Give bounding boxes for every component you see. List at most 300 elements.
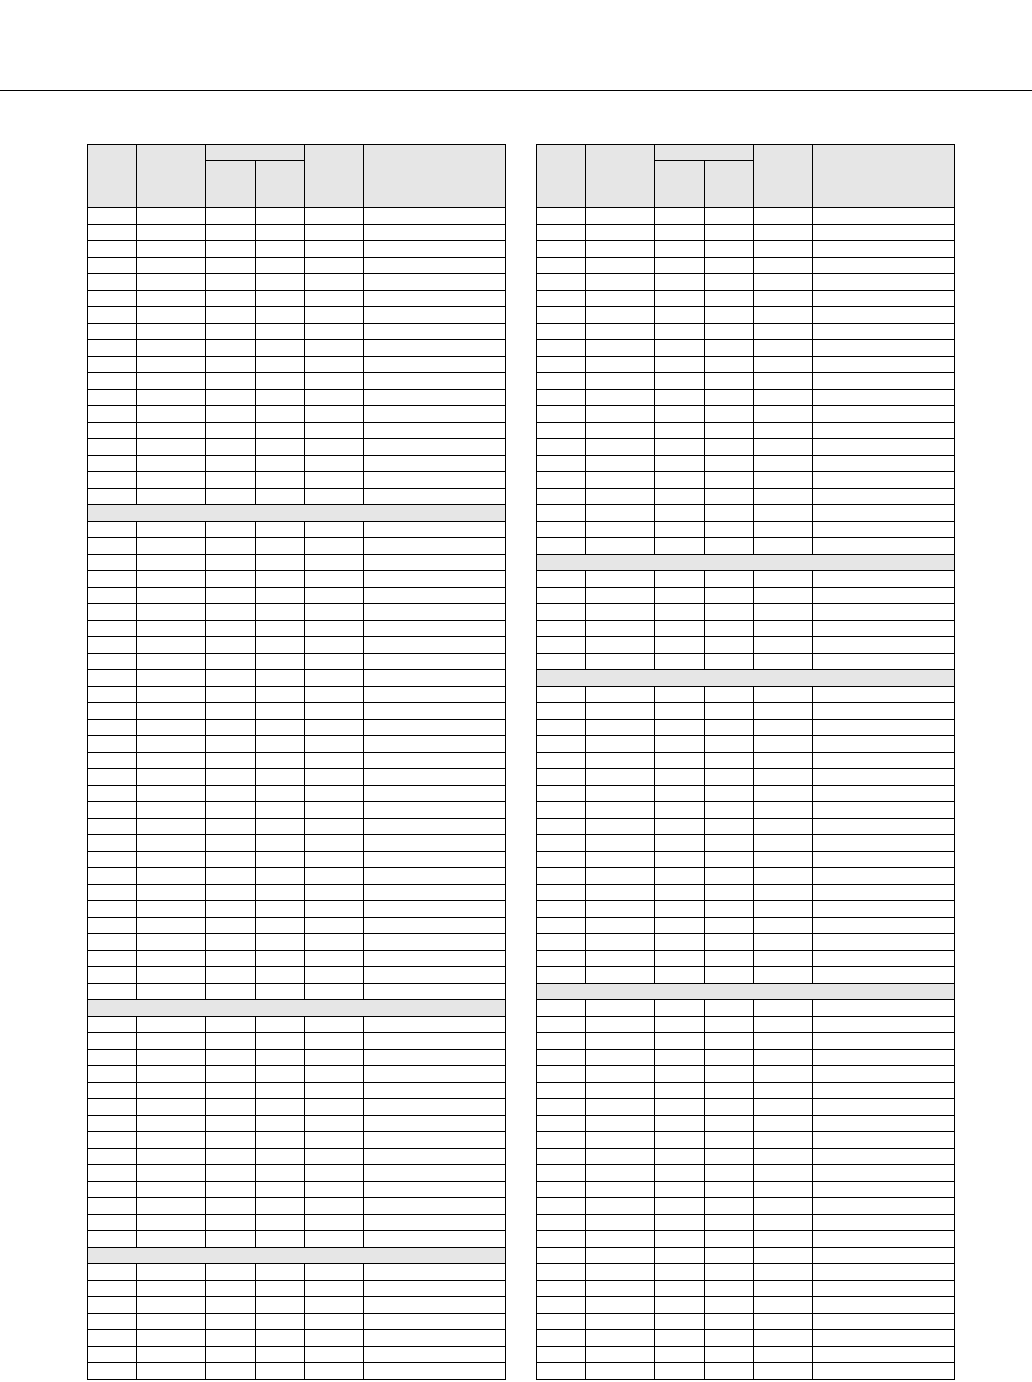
table-cell: [305, 950, 364, 967]
table-cell: [88, 983, 137, 1000]
table-cell: [705, 521, 754, 538]
table-cell: [754, 868, 813, 885]
table-cell: [256, 983, 305, 1000]
table-cell: [88, 1115, 137, 1132]
table-cell: [137, 1148, 206, 1165]
table-cell: [754, 901, 813, 918]
table-cell: [586, 1049, 655, 1066]
table-cell: [813, 785, 955, 802]
table-cell: [364, 686, 506, 703]
table-cell: [705, 422, 754, 439]
table-cell: [537, 323, 586, 340]
table-cell: [813, 340, 955, 357]
table-cell: [364, 587, 506, 604]
table-cell: [305, 1264, 364, 1281]
table-cell: [364, 1099, 506, 1116]
table-cell: [586, 307, 655, 324]
table-row: [537, 406, 955, 423]
table-cell: [305, 917, 364, 934]
table-cell: [586, 290, 655, 307]
table-cell: [705, 356, 754, 373]
table-row: [88, 1198, 506, 1215]
table-cell: [586, 571, 655, 588]
table-cell: [364, 637, 506, 654]
table-cell: [586, 653, 655, 670]
table-cell: [305, 1181, 364, 1198]
table-cell: [705, 488, 754, 505]
table-cell: [364, 1214, 506, 1231]
table-cell: [655, 274, 705, 291]
table-cell: [655, 521, 705, 538]
table-cell: [305, 851, 364, 868]
table-cell: [586, 521, 655, 538]
table-cell: [137, 340, 206, 357]
table-row: [88, 752, 506, 769]
table-cell: [256, 1049, 305, 1066]
table-cell: [705, 1066, 754, 1083]
table-cell: [537, 835, 586, 852]
table-cell: [256, 719, 305, 736]
table-cell: [137, 901, 206, 918]
table-cell: [364, 950, 506, 967]
table-cell: [256, 1082, 305, 1099]
table-cell: [88, 1181, 137, 1198]
section-divider-row: [88, 1247, 506, 1264]
table-cell: [305, 736, 364, 753]
table-cell: [206, 340, 256, 357]
table-cell: [705, 868, 754, 885]
table-cell: [256, 554, 305, 571]
table-cell: [256, 1115, 305, 1132]
table-cell: [206, 472, 256, 489]
table-cell: [305, 637, 364, 654]
table-cell: [705, 1099, 754, 1116]
table-cell: [537, 1297, 586, 1314]
table-cell: [364, 967, 506, 984]
table-row: [537, 1198, 955, 1215]
table-cell: [586, 851, 655, 868]
table-cell: [754, 389, 813, 406]
table-cell: [754, 917, 813, 934]
table-cell: [137, 1165, 206, 1182]
table-cell: [586, 538, 655, 555]
table-cell: [206, 901, 256, 918]
table-cell: [206, 917, 256, 934]
table-cell: [364, 538, 506, 555]
table-cell: [754, 208, 813, 225]
table-cell: [206, 1330, 256, 1347]
table-cell: [586, 488, 655, 505]
table-row: [88, 406, 506, 423]
table-row: [537, 1363, 955, 1380]
table-cell: [206, 1066, 256, 1083]
table-cell: [206, 1148, 256, 1165]
header-col-2: [137, 145, 206, 208]
table-cell: [655, 1198, 705, 1215]
table-row: [88, 950, 506, 967]
table-cell: [256, 307, 305, 324]
table-cell: [586, 917, 655, 934]
table-cell: [586, 950, 655, 967]
table-row: [88, 1280, 506, 1297]
table-cell: [537, 1330, 586, 1347]
table-cell: [813, 307, 955, 324]
table-cell: [754, 472, 813, 489]
table-cell: [364, 455, 506, 472]
table-cell: [655, 488, 705, 505]
table-cell: [705, 1346, 754, 1363]
table-cell: [537, 1231, 586, 1248]
table-cell: [754, 340, 813, 357]
table-cell: [754, 1214, 813, 1231]
table-cell: [754, 1099, 813, 1116]
table-row: [537, 818, 955, 835]
table-cell: [137, 1214, 206, 1231]
table-cell: [754, 719, 813, 736]
table-cell: [206, 1280, 256, 1297]
table-cell: [206, 967, 256, 984]
table-cell: [256, 1264, 305, 1281]
table-cell: [137, 241, 206, 258]
table-cell: [256, 769, 305, 786]
table-cell: [754, 934, 813, 951]
table-cell: [813, 1099, 955, 1116]
table-row: [88, 1214, 506, 1231]
table-row: [537, 752, 955, 769]
table-cell: [813, 818, 955, 835]
table-cell: [305, 1198, 364, 1215]
table-cell: [137, 488, 206, 505]
table-row: [537, 769, 955, 786]
table-row: [88, 818, 506, 835]
table-cell: [813, 1165, 955, 1182]
table-row: [88, 538, 506, 555]
table-cell: [364, 670, 506, 687]
table-cell: [137, 736, 206, 753]
table-row: [537, 323, 955, 340]
table-cell: [256, 472, 305, 489]
header-col-4: [256, 161, 305, 208]
table-cell: [88, 950, 137, 967]
table-row: [88, 1231, 506, 1248]
table-cell: [537, 290, 586, 307]
table-cell: [137, 1049, 206, 1066]
table-cell: [655, 736, 705, 753]
table-cell: [586, 868, 655, 885]
table-cell: [754, 1049, 813, 1066]
table-cell: [586, 1313, 655, 1330]
table-cell: [813, 703, 955, 720]
table-cell: [305, 835, 364, 852]
table-cell: [705, 1165, 754, 1182]
table-cell: [537, 1016, 586, 1033]
table-row: [88, 208, 506, 225]
table-cell: [256, 1033, 305, 1050]
table-cell: [754, 307, 813, 324]
table-cell: [88, 208, 137, 225]
table-cell: [364, 439, 506, 456]
table-cell: [754, 1033, 813, 1050]
table-row: [537, 1297, 955, 1314]
table-cell: [655, 769, 705, 786]
table-cell: [206, 1214, 256, 1231]
table-cell: [88, 1280, 137, 1297]
table-cell: [137, 521, 206, 538]
table-cell: [206, 868, 256, 885]
table-cell: [88, 934, 137, 951]
table-cell: [364, 1132, 506, 1149]
table-cell: [754, 1016, 813, 1033]
table-cell: [655, 290, 705, 307]
table-row: [88, 934, 506, 951]
table-cell: [364, 851, 506, 868]
table-cell: [586, 1132, 655, 1149]
table-row: [88, 802, 506, 819]
table-cell: [305, 1297, 364, 1314]
table-cell: [655, 604, 705, 621]
table-cell: [137, 373, 206, 390]
table-cell: [364, 802, 506, 819]
table-cell: [813, 1280, 955, 1297]
table-cell: [537, 736, 586, 753]
table-cell: [137, 719, 206, 736]
table-cell: [305, 1099, 364, 1116]
table-row: [537, 1115, 955, 1132]
table-cell: [813, 323, 955, 340]
table-cell: [206, 769, 256, 786]
table-cell: [586, 505, 655, 522]
table-cell: [813, 1231, 955, 1248]
table-cell: [256, 1280, 305, 1297]
table-row: [537, 736, 955, 753]
table-cell: [256, 620, 305, 637]
table-cell: [364, 1115, 506, 1132]
table-cell: [256, 1297, 305, 1314]
table-cell: [537, 1363, 586, 1380]
table-cell: [364, 1330, 506, 1347]
table-cell: [206, 1165, 256, 1182]
table-cell: [754, 455, 813, 472]
table-cell: [305, 653, 364, 670]
table-cell: [137, 1346, 206, 1363]
table-cell: [813, 1148, 955, 1165]
table-cell: [705, 538, 754, 555]
table-cell: [537, 917, 586, 934]
table-cell: [586, 455, 655, 472]
table-cell: [256, 901, 305, 918]
table-row: [88, 439, 506, 456]
table-cell: [305, 769, 364, 786]
table-cell: [305, 983, 364, 1000]
header-col-6: [364, 145, 506, 208]
table-row: [537, 703, 955, 720]
table-row: [88, 571, 506, 588]
table-cell: [137, 1297, 206, 1314]
table-cell: [537, 1247, 586, 1264]
table-cell: [655, 719, 705, 736]
table-cell: [754, 637, 813, 654]
table-cell: [705, 653, 754, 670]
table-cell: [137, 356, 206, 373]
table-cell: [754, 1165, 813, 1182]
table-cell: [537, 571, 586, 588]
table-cell: [206, 1181, 256, 1198]
table-cell: [705, 1115, 754, 1132]
table-cell: [206, 785, 256, 802]
table-row: [537, 208, 955, 225]
table-cell: [705, 1313, 754, 1330]
header-col-6: [813, 145, 955, 208]
table-cell: [137, 389, 206, 406]
table-cell: [88, 406, 137, 423]
table-row: [88, 637, 506, 654]
table-cell: [655, 703, 705, 720]
table-cell: [256, 521, 305, 538]
table-cell: [537, 884, 586, 901]
section-divider-cell: [88, 505, 506, 522]
table-cell: [586, 719, 655, 736]
table-cell: [137, 818, 206, 835]
table-cell: [364, 1264, 506, 1281]
table-cell: [256, 356, 305, 373]
table-row: [537, 1165, 955, 1182]
table-cell: [256, 1099, 305, 1116]
table-cell: [754, 1066, 813, 1083]
table-cell: [705, 290, 754, 307]
table-cell: [537, 802, 586, 819]
table-cell: [705, 340, 754, 357]
table-cell: [705, 736, 754, 753]
table-cell: [256, 637, 305, 654]
table-cell: [655, 257, 705, 274]
table-cell: [137, 538, 206, 555]
table-cell: [88, 752, 137, 769]
table-cell: [537, 752, 586, 769]
table-cell: [655, 323, 705, 340]
table-row: [537, 851, 955, 868]
table-cell: [88, 472, 137, 489]
table-cell: [655, 241, 705, 258]
header-rule: [0, 90, 1032, 91]
table-cell: [206, 274, 256, 291]
table-cell: [137, 983, 206, 1000]
table-row: [537, 1313, 955, 1330]
table-cell: [305, 884, 364, 901]
table-cell: [655, 587, 705, 604]
table-cell: [137, 1313, 206, 1330]
table-row: [537, 604, 955, 621]
table-cell: [705, 637, 754, 654]
table-row: [88, 653, 506, 670]
table-cell: [813, 802, 955, 819]
table-cell: [137, 571, 206, 588]
table-row: [537, 505, 955, 522]
table-cell: [88, 917, 137, 934]
table-cell: [754, 1132, 813, 1149]
table-cell: [655, 1033, 705, 1050]
table-row: [537, 802, 955, 819]
table-cell: [537, 1264, 586, 1281]
table-cell: [813, 274, 955, 291]
table-cell: [364, 1148, 506, 1165]
table-cell: [754, 785, 813, 802]
table-cell: [586, 1198, 655, 1215]
table-cell: [88, 439, 137, 456]
table-cell: [256, 835, 305, 852]
table-cell: [206, 1115, 256, 1132]
table-cell: [364, 1297, 506, 1314]
table-cell: [364, 1082, 506, 1099]
table-cell: [88, 373, 137, 390]
table-row: [537, 356, 955, 373]
table-cell: [305, 422, 364, 439]
table-cell: [813, 1016, 955, 1033]
table-cell: [705, 1082, 754, 1099]
table-row: [537, 1148, 955, 1165]
table-cell: [256, 389, 305, 406]
table-cell: [705, 934, 754, 951]
table-cell: [206, 1049, 256, 1066]
table-row: [537, 439, 955, 456]
table-row: [88, 340, 506, 357]
table-cell: [537, 967, 586, 984]
table-row: [88, 290, 506, 307]
table-cell: [754, 257, 813, 274]
table-cell: [754, 604, 813, 621]
table-cell: [655, 917, 705, 934]
table-cell: [206, 1231, 256, 1248]
table-cell: [364, 983, 506, 1000]
table-cell: [256, 686, 305, 703]
table-cell: [586, 1247, 655, 1264]
table-cell: [705, 439, 754, 456]
table-cell: [655, 1016, 705, 1033]
table-cell: [305, 356, 364, 373]
section-divider-row: [88, 1000, 506, 1017]
table-cell: [206, 290, 256, 307]
table-row: [88, 1181, 506, 1198]
table-cell: [754, 1363, 813, 1380]
table-cell: [586, 1082, 655, 1099]
table-row: [537, 1231, 955, 1248]
table-cell: [705, 950, 754, 967]
table-cell: [305, 1313, 364, 1330]
table-cell: [537, 1115, 586, 1132]
table-cell: [655, 1363, 705, 1380]
table-cell: [305, 1363, 364, 1380]
table-cell: [655, 1000, 705, 1017]
table-cell: [813, 1115, 955, 1132]
table-cell: [813, 868, 955, 885]
table-cell: [813, 1049, 955, 1066]
table-cell: [88, 818, 137, 835]
table-cell: [705, 1330, 754, 1347]
table-cell: [256, 868, 305, 885]
table-cell: [88, 1231, 137, 1248]
table-cell: [256, 1231, 305, 1248]
table-row: [88, 587, 506, 604]
table-cell: [305, 521, 364, 538]
table-row: [88, 868, 506, 885]
table-cell: [705, 703, 754, 720]
table-cell: [586, 835, 655, 852]
table-cell: [655, 785, 705, 802]
table-cell: [705, 472, 754, 489]
table-cell: [705, 1264, 754, 1281]
table-cell: [206, 736, 256, 753]
table-cell: [137, 785, 206, 802]
table-cell: [586, 1016, 655, 1033]
